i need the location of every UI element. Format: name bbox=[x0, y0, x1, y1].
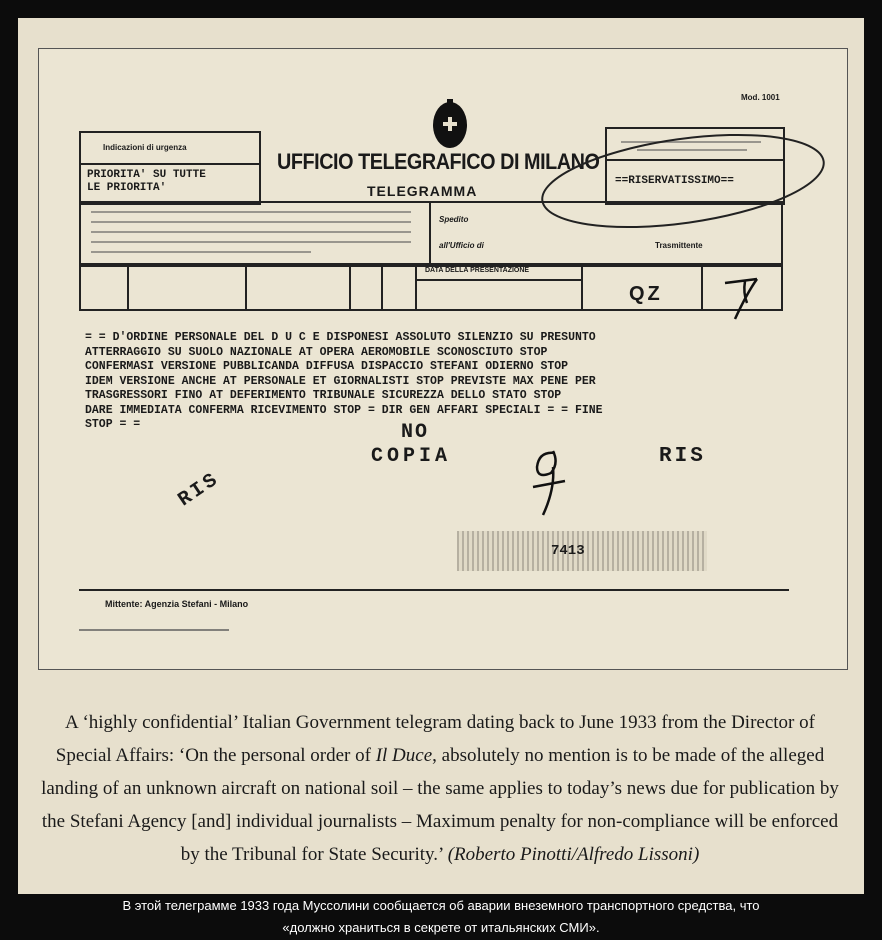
service-box bbox=[79, 201, 783, 267]
urgency-value-2: LE PRIORITA' bbox=[87, 182, 167, 194]
stamp-number: 7413 bbox=[551, 543, 585, 559]
crest-icon bbox=[428, 95, 472, 151]
russian-caption-line-2: «должно храниться в секрете от итальянских СМИ». bbox=[282, 920, 600, 935]
message-line: ATTERRAGGIO SU SUOLO NAZIONALE AT OPERA AEROMOBILE SCONOSCIUTO STOP bbox=[85, 345, 548, 359]
russian-caption-line-1: В этой телеграмме 1933 года Муссолини сообщается об аварии внеземного транспортного средства, что bbox=[122, 898, 760, 913]
caption-text-1: A ‘highly confidential’ Italian Government telegram dating back to June 1933 from the Director of Special Affairs: ‘On the personal order of bbox=[55, 712, 815, 766]
handwritten-mark bbox=[717, 263, 767, 323]
office-title: UFFICIO TELEGRAFICO DI MILANO bbox=[277, 149, 600, 174]
classification-value: ==RISERVATISSIMO== bbox=[615, 175, 734, 187]
urgency-value-1: PRIORITA' SU TUTTE bbox=[87, 169, 206, 181]
telegram-form bbox=[38, 48, 848, 670]
urgency-label: Indicazioni di urgenza bbox=[103, 143, 187, 152]
form-code: Mod. 1001 bbox=[741, 93, 780, 102]
message-line: IDEM VERSIONE ANCHE AT PERSONALE ET GIORNALISTI STOP PREVISTE MAX PENE PER bbox=[85, 374, 596, 388]
caption-text-2: , absolutely no mention is to be made of the alleged landing of an unknown aircraft on national soil – the same applies to today’s news due for publication by the Stefani Agency [and] individual journalists – Maximum penalty for non-compliance will be enforced by the Tribunal for State Security.’ bbox=[41, 745, 839, 865]
urgency-box bbox=[79, 131, 261, 205]
russian-caption bbox=[0, 895, 882, 939]
message-line: CONFERMASI VERSIONE PUBBLICANDA DIFFUSA DISPACCIO STEFANI ODIERNO STOP bbox=[85, 360, 569, 373]
footer-rule bbox=[79, 589, 789, 591]
message-body bbox=[85, 331, 825, 433]
caption bbox=[40, 706, 840, 871]
stamp-no: NO bbox=[401, 421, 430, 444]
data-label: DATA DELLA PRESENTAZIONE bbox=[425, 267, 530, 274]
footer-label: Mittente: Agenzia Stefani - Milano bbox=[105, 599, 249, 609]
stamp-ris-right: RIS bbox=[659, 445, 706, 468]
message-line: TRASGRESSORI FINO AT DEFERIMENTO TRIBUNALE SICUREZZA DELLO STATO STOP bbox=[85, 389, 562, 402]
stamp-ris-left: RIS bbox=[174, 467, 225, 512]
shipper-label: Spedito bbox=[439, 215, 469, 224]
header-grid bbox=[79, 263, 783, 311]
scanned-page bbox=[18, 18, 864, 894]
transmitter-label: Trasmittente bbox=[655, 241, 703, 250]
caption-il-duce: Il Duce bbox=[375, 745, 433, 766]
message-line: DARE IMMEDIATA CONFERMA RICEVIMENTO STOP = DIR GEN AFFARI SPECIALI = = FINE bbox=[85, 403, 603, 417]
signature bbox=[525, 437, 571, 521]
telegram-subtitle: TELEGRAMMA bbox=[367, 183, 478, 199]
message-line: = = D'ORDINE PERSONALE DEL D U C E DISPONESI ASSOLUTO SILENZIO SU PRESUNTO bbox=[85, 331, 596, 344]
message-line: STOP = = bbox=[85, 418, 141, 431]
caption-credit: (Roberto Pinotti/Alfredo Lissoni) bbox=[447, 844, 700, 865]
qz-code: QZ bbox=[629, 283, 663, 305]
stamp-copia: COPIA bbox=[371, 445, 452, 468]
office-label: all'Ufficio di bbox=[439, 241, 484, 250]
